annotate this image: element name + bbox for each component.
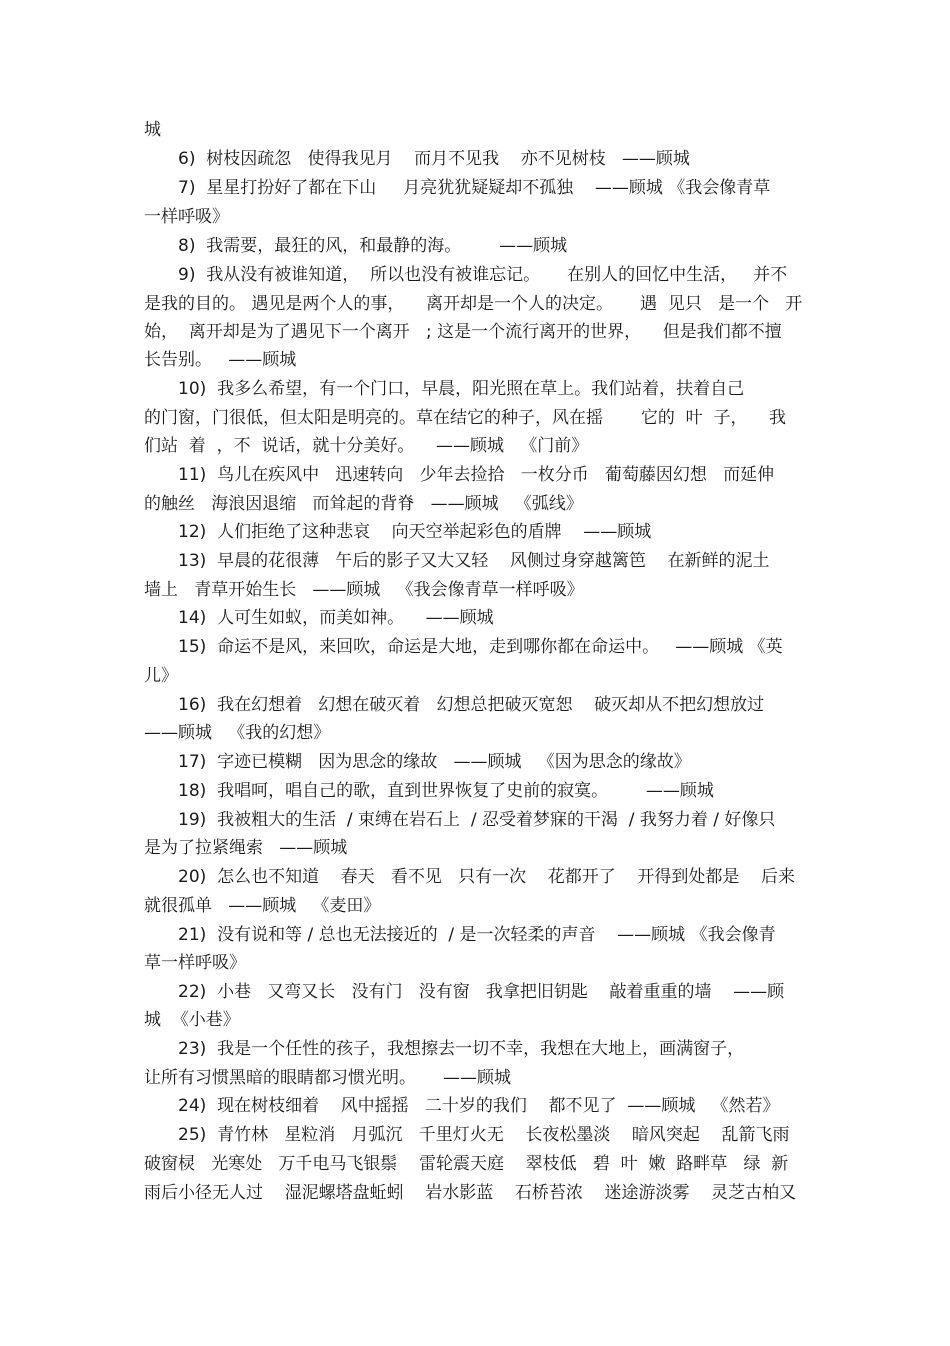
text-line: 的触丝 海浪因退缩 而耸起的背脊 ——顾城 《弧线》: [144, 494, 583, 514]
quote-item-11: 11) 鸟儿在疾风中 迅速转向 少年去捡拾 一枚分币 葡萄藤因幻想 而延伸: [178, 465, 775, 485]
text-line: 长告别。 ——顾城: [144, 350, 297, 370]
quote-item-18: 18) 我唱呵，唱自己的歌，直到世界恢复了史前的寂寞。 ——顾城: [178, 781, 714, 801]
text-line: 儿》: [144, 666, 178, 686]
text-line: 草一样呼吸》: [144, 953, 246, 973]
quote-item-8: 8) 我需要，最狂的风，和最静的海。 ——顾城: [178, 236, 568, 256]
quote-item-24: 24) 现在树枝细着 风中摇摇 二十岁的我们 都不见了 ——顾城 《然若》: [178, 1096, 780, 1116]
quote-item-13: 13) 早晨的花很薄 午后的影子又大又轻 风侧过身穿越篱笆 在新鲜的泥土: [178, 551, 770, 571]
text-line: 雨后小径无人过 湿泥螺塔盘蚯蚓 岩水影蓝 石桥苔浓 迷途游淡雾 灵芝古柏又: [144, 1183, 797, 1203]
text-line: 城 《小巷》: [144, 1010, 240, 1030]
quote-item-12: 12) 人们拒绝了这种悲哀 向天空举起彩色的盾牌 ——顾城: [178, 522, 652, 542]
quote-item-23: 23) 我是一个任性的孩子，我想擦去一切不幸，我想在大地上，画满窗子，: [178, 1039, 745, 1059]
text-line: 墙上 青草开始生长 ——顾城 《我会像青草一样呼吸》: [144, 580, 584, 600]
quote-item-21: 21) 没有说和等 / 总也无法接近的 / 是一次轻柔的声音 ——顾城 《我会像青: [178, 925, 776, 945]
quote-item-6: 6) 树枝因疏忽 使得我见月 而月不见我 亦不见树枝 ——顾城: [178, 149, 690, 169]
quote-item-15: 15) 命运不是风，来回吹，命运是大地，走到哪你都在命运中。 ——顾城 《英: [178, 637, 783, 657]
text-line: 始， 离开却是为了遇见下一个离开 ; 这是一个流行离开的世界， 但是我们都不擅: [144, 322, 782, 342]
quote-item-22: 22) 小巷 又弯又长 没有门 没有窗 我拿把旧钥匙 敲着重重的墙 ——顾: [178, 982, 785, 1002]
text-line: 是我的目的。 遇见是两个人的事， 离开却是一个人的决定。 遇 见只 是一个 开: [144, 294, 803, 314]
quote-item-7: 7) 星星打扮好了都在下山 月亮犹犹疑疑却不孤独 ——顾城 《我会像青草: [178, 178, 771, 198]
quote-item-25: 25) 青竹林 星粒消 月弧沉 千里灯火无 长夜松墨淡 暗风突起 乱箭飞雨: [178, 1125, 790, 1145]
text-line: 城: [144, 120, 161, 140]
text-line: 破窗棂 光寒处 万千电马飞银鬃 雷轮震天庭 翠枝低 碧 叶 嫩 路畔草 绿 新: [144, 1154, 789, 1174]
text-line: 一样呼吸》: [144, 207, 229, 227]
text-line: 是为了拉紧绳索 ——顾城: [144, 838, 348, 858]
text-line: 让所有习惯黑暗的眼睛都习惯光明。 ——顾城: [144, 1068, 512, 1088]
text-line: ——顾城 《我的幻想》: [144, 723, 331, 743]
quote-item-19: 19) 我被粗大的生活 / 束缚在岩石上 / 忍受着梦寐的干渴 / 我努力着 / 好像只: [178, 810, 776, 830]
quote-item-16: 16) 我在幻想着 幻想在破灭着 幻想总把破灭宽恕 破灭却从不把幻想放过: [178, 695, 765, 715]
quote-item-17: 17) 字迹已模糊 因为思念的缘故 ——顾城 《因为思念的缘故》: [178, 752, 691, 772]
quote-item-14: 14) 人可生如蚁，而美如神。 ——顾城: [178, 608, 494, 628]
quote-item-9: 9) 我从没有被谁知道， 所以也没有被谁忘记。 在别人的回忆中生活， 并不: [178, 265, 788, 285]
quote-item-10: 10) 我多么希望，有一个门口，早晨，阳光照在草上。我们站着，扶着自己: [178, 379, 745, 399]
text-line: 们站 着 ，不 说话，就十分美好。 ——顾城 《门前》: [144, 436, 589, 456]
text-line: 就很孤单 ——顾城 《麦田》: [144, 896, 381, 916]
text-line: 的门窗，门很低，但太阳是明亮的。草在结它的种子，风在摇 它的 叶 子， 我: [144, 408, 787, 428]
quote-item-20: 20) 怎么也不知道 春天 看不见 只有一次 花都开了 开得到处都是 后来: [178, 867, 795, 887]
